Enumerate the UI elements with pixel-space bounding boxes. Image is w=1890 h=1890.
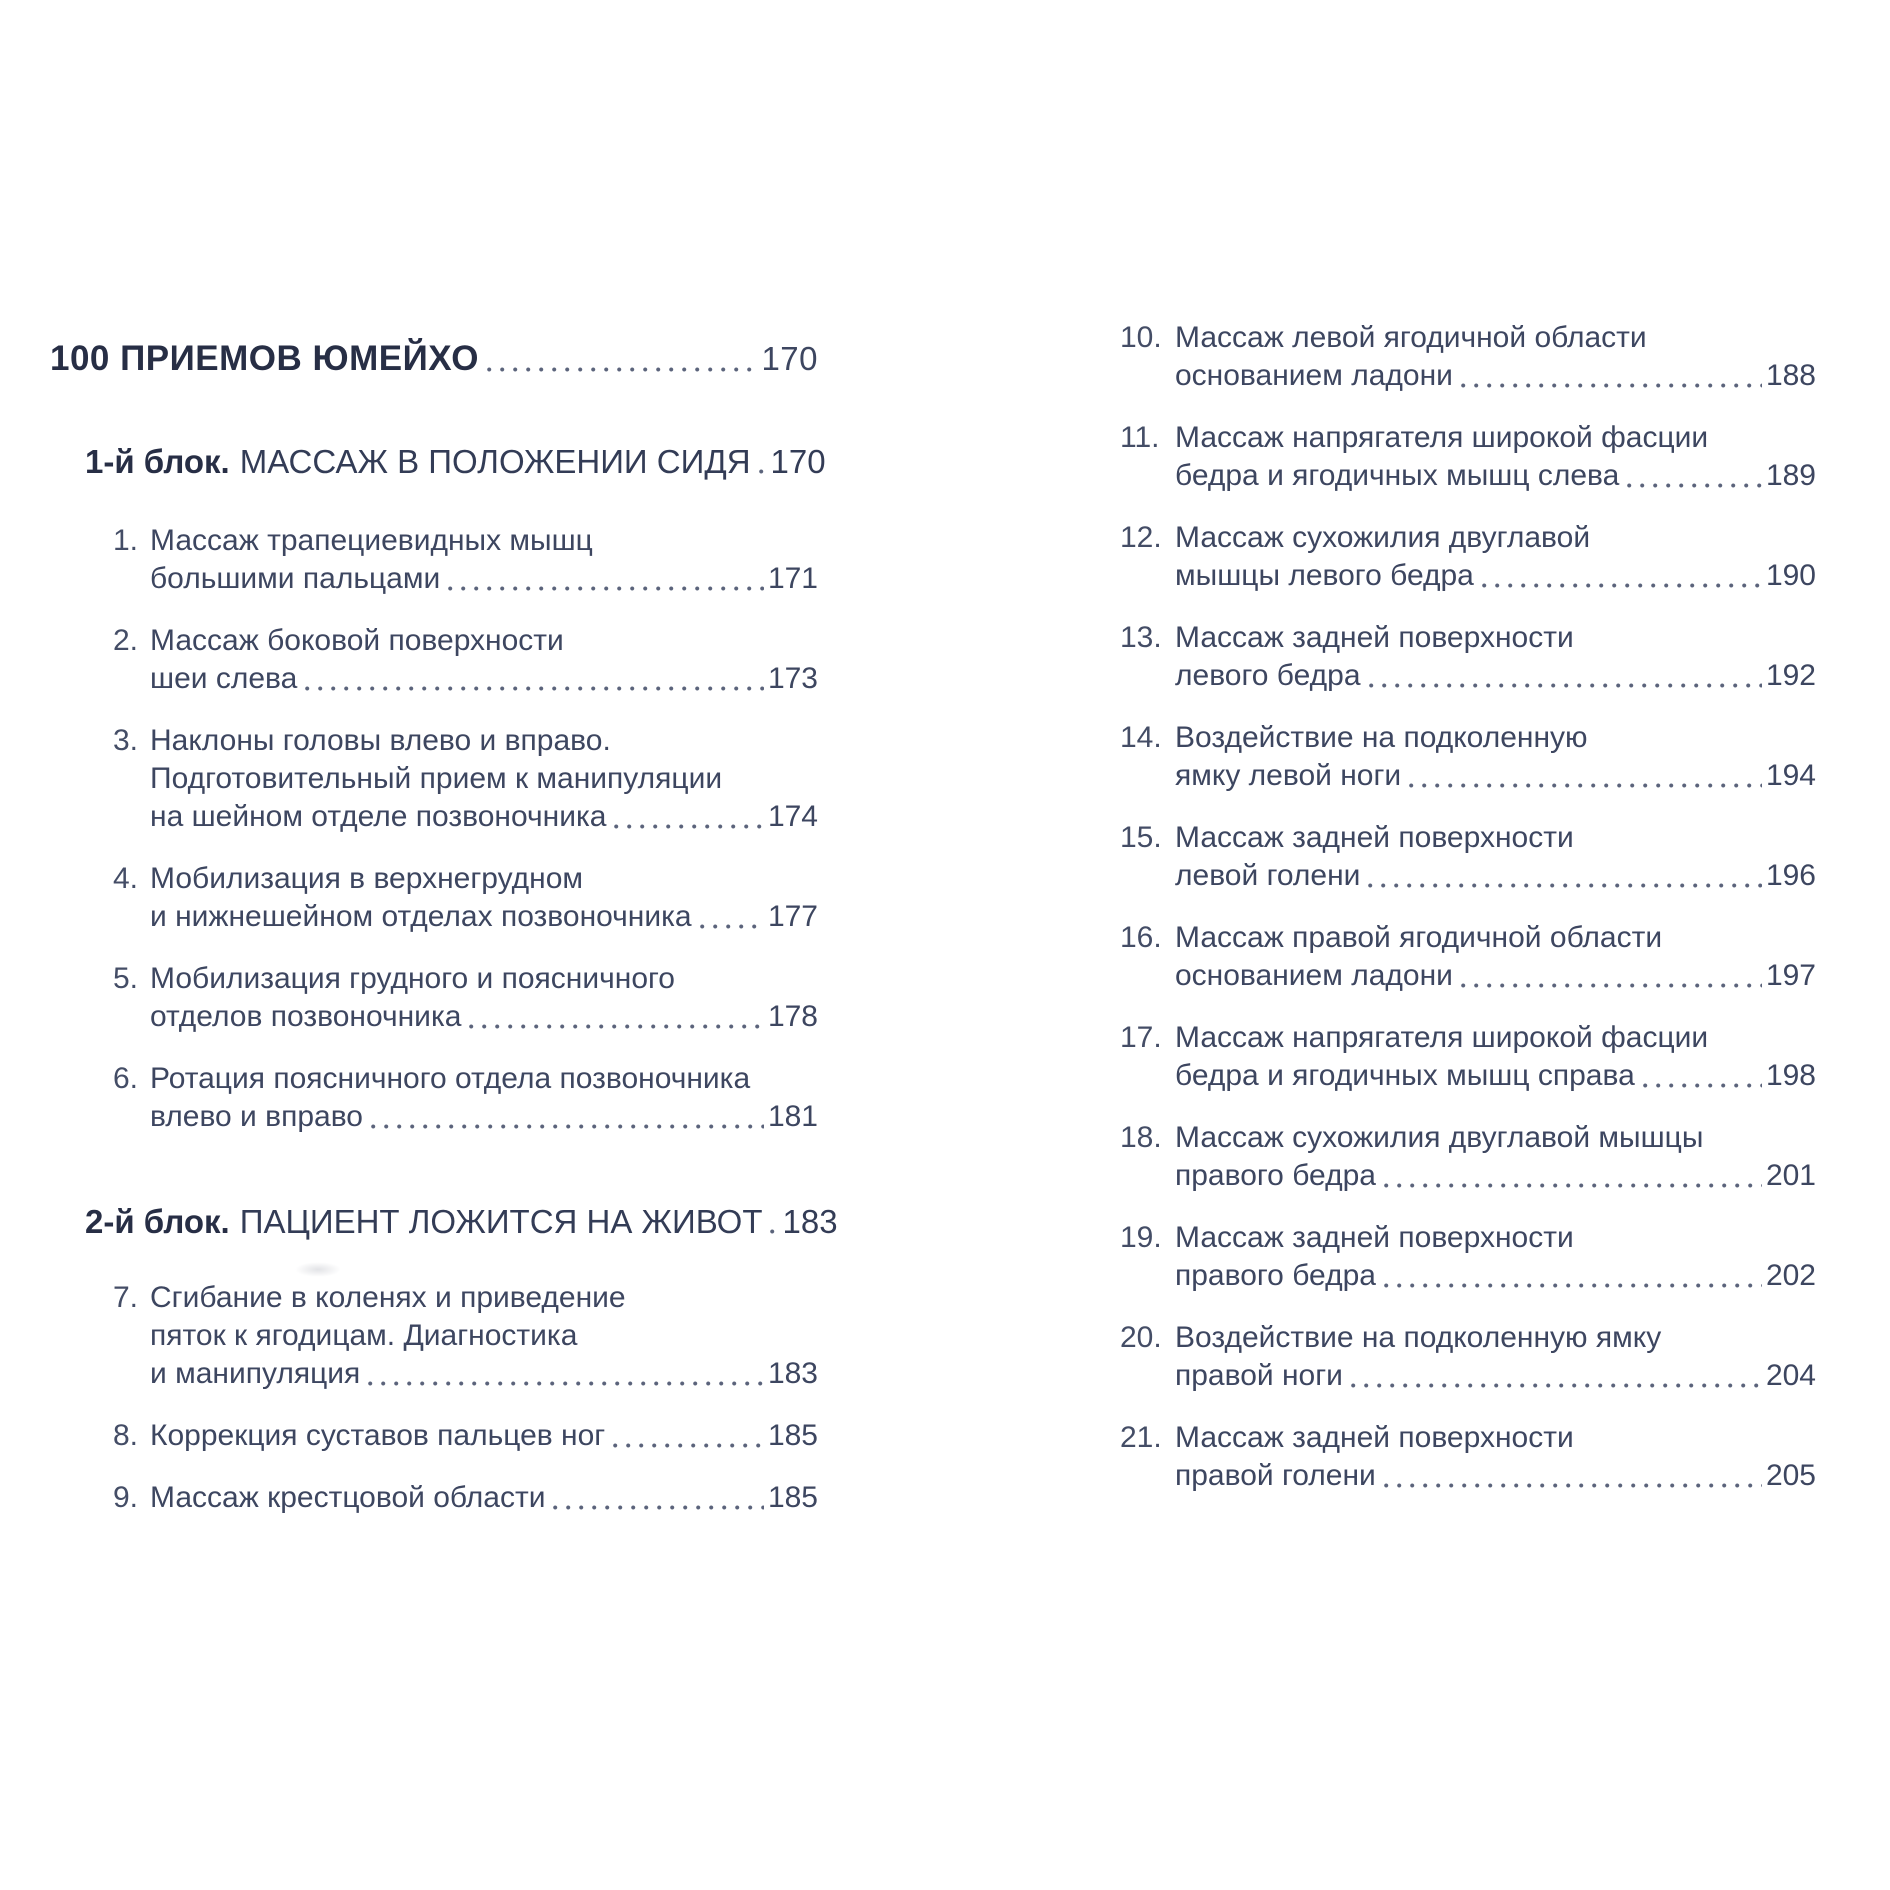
toc-entry-line: Наклоны головы влево и вправо.	[150, 724, 611, 757]
toc-entry	[1120, 1319, 1816, 1395]
toc-entry-last-line	[1175, 657, 1816, 695]
toc-entry-body	[1175, 819, 1816, 895]
toc-right-column	[1120, 319, 1816, 1495]
toc-entry-number: 15.	[1120, 821, 1162, 854]
toc-entry-title: большими пальцами	[150, 562, 441, 595]
toc-entry-number: 18.	[1120, 1121, 1162, 1154]
toc-entry-number: 21.	[1120, 1421, 1162, 1454]
toc-entry-body	[1175, 1119, 1816, 1195]
dot-leader	[1376, 1457, 1766, 1495]
toc-entry-number: 19.	[1120, 1221, 1162, 1254]
toc-entry-title: правого бедра	[1175, 1159, 1376, 1192]
toc-entry-page: 174	[767, 800, 818, 833]
toc-entry-last-line	[1175, 557, 1816, 595]
toc-entry-page: 171	[767, 562, 818, 595]
toc-entry-page: 202	[1765, 1259, 1816, 1292]
toc-entry-title: Массаж крестцовой области	[150, 1481, 546, 1514]
toc-entry-last-line	[1175, 1457, 1816, 1495]
toc-section-page: 170	[770, 443, 826, 480]
dot-leader	[1619, 457, 1766, 495]
toc-entry-last-line	[1175, 757, 1816, 795]
toc-entry-body	[1175, 319, 1816, 395]
toc-entry	[1120, 719, 1816, 795]
toc-section-prefix: 2-й блок.	[85, 1203, 230, 1240]
toc-entry-line: Ротация поясничного отдела позвоночника	[150, 1062, 751, 1095]
toc-entry-line: Массаж задней поверхности	[1175, 821, 1574, 854]
toc-entry-body	[150, 722, 818, 836]
toc-main-heading-page: 170	[761, 340, 818, 377]
dot-leader	[762, 1202, 782, 1242]
toc-entry-body	[1175, 1419, 1816, 1495]
dot-leader	[1453, 357, 1766, 395]
toc-entry-number: 2.	[113, 624, 139, 657]
toc-entry-title: влево и вправо	[150, 1100, 363, 1133]
toc-entry-body	[1175, 1219, 1816, 1295]
toc-entry-title: основанием ладони	[1175, 359, 1453, 392]
toc-entry-last-line	[1175, 857, 1816, 895]
toc-entry	[113, 1479, 818, 1517]
toc-entry-number: 17.	[1120, 1021, 1162, 1054]
toc-main-heading	[50, 337, 818, 381]
toc-entry-number: 5.	[113, 962, 139, 995]
toc-entry-line: Массаж сухожилия двуглавой мышцы	[1175, 1121, 1704, 1154]
toc-entry-body	[150, 860, 818, 936]
toc-entry-body	[1175, 719, 1816, 795]
toc-entry-last-line	[150, 1355, 818, 1393]
toc-entry-number: 13.	[1120, 621, 1162, 654]
toc-entry-number: 4.	[113, 862, 139, 895]
toc-entry-title: ямку левой ноги	[1175, 759, 1402, 792]
toc-entry	[1120, 619, 1816, 695]
toc-section-page: 183	[782, 1203, 838, 1240]
toc-left-column	[50, 337, 838, 1517]
toc-entry-last-line	[150, 898, 818, 936]
toc-entry-title: основанием ладони	[1175, 959, 1453, 992]
dot-leader	[692, 898, 768, 936]
toc-entry-line: Массаж правой ягодичной области	[1175, 921, 1663, 954]
toc-entry-title: мышцы левого бедра	[1175, 559, 1474, 592]
dot-leader	[1360, 857, 1766, 895]
toc-section-prefix: 1-й блок.	[85, 443, 230, 480]
toc-entry-page: 198	[1765, 1059, 1816, 1092]
dot-leader	[440, 560, 768, 598]
toc-entry-page: 205	[1765, 1459, 1816, 1492]
toc-entry	[1120, 1019, 1816, 1095]
dot-leader	[605, 1417, 768, 1455]
toc-entry	[1120, 319, 1816, 395]
toc-entry-body	[150, 960, 818, 1036]
dot-leader	[363, 1098, 768, 1136]
toc-entry-last-line	[150, 1098, 818, 1136]
toc-entry	[113, 860, 818, 936]
dot-leader	[1376, 1157, 1766, 1195]
toc-entry-title: бедра и ягодичных мышц слева	[1175, 459, 1620, 492]
toc-entry-number: 1.	[113, 524, 139, 557]
toc-entry-line: Массаж напрягателя широкой фасции	[1175, 1021, 1709, 1054]
toc-entry	[113, 1417, 818, 1455]
dot-leader	[1401, 757, 1766, 795]
toc-entry	[1120, 1119, 1816, 1195]
toc-entry-page: 177	[767, 900, 818, 933]
toc-entry-number: 6.	[113, 1062, 139, 1095]
toc-entry-last-line	[150, 560, 818, 598]
toc-entry-number: 11.	[1120, 421, 1160, 454]
toc-entry-line: Массаж боковой поверхности	[150, 624, 564, 657]
toc-section-label: ПАЦИЕНТ ЛОЖИТСЯ НА ЖИВОТ	[239, 1203, 763, 1240]
toc-entry-body	[150, 1479, 818, 1517]
toc-entry-last-line	[150, 798, 818, 836]
toc-entry-page: 185	[767, 1419, 818, 1452]
toc-entry-body	[150, 1417, 818, 1455]
toc-section-block-1	[85, 442, 826, 482]
toc-entry	[1120, 519, 1816, 595]
toc-entry-line: Массаж трапециевидных мышц	[150, 524, 593, 557]
toc-entry-page: 192	[1765, 659, 1816, 692]
toc-entry-last-line	[1175, 457, 1816, 495]
toc-entry-last-line	[1175, 357, 1816, 395]
toc-entry-page: 204	[1765, 1359, 1816, 1392]
toc-entry-number: 3.	[113, 724, 139, 757]
toc-entry-line: пяток к ягодицам. Диагностика	[150, 1319, 578, 1352]
toc-entry-page: 183	[767, 1357, 818, 1390]
toc-entry-line: Массаж левой ягодичной области	[1175, 321, 1647, 354]
toc-entry-number: 12.	[1120, 521, 1162, 554]
toc-entry	[1120, 819, 1816, 895]
scan-artifact	[295, 1262, 341, 1277]
toc-entry	[1120, 1419, 1816, 1495]
dot-leader	[751, 442, 771, 482]
toc-entry-title: правой ноги	[1175, 1359, 1343, 1392]
toc-entry-page: 194	[1765, 759, 1816, 792]
toc-entry-page: 185	[767, 1481, 818, 1514]
toc-items-group-2	[50, 1279, 818, 1517]
dot-leader	[1474, 557, 1766, 595]
dot-leader	[297, 660, 768, 698]
toc-entry-title: и нижнешейном отделах позвоночника	[150, 900, 692, 933]
toc-entry-page: 181	[767, 1100, 818, 1133]
toc-entry-line: Мобилизация грудного и поясничного	[150, 962, 675, 995]
toc-entry-title: отделов позвоночника	[150, 1000, 462, 1033]
toc-entry	[113, 522, 818, 598]
toc-entry-body	[150, 1279, 818, 1393]
toc-entry-number: 7.	[113, 1281, 139, 1314]
toc-entry-page: 201	[1765, 1159, 1816, 1192]
toc-section-label: МАССАЖ В ПОЛОЖЕНИИ СИДЯ	[239, 443, 751, 480]
toc-entry-last-line	[1175, 1257, 1816, 1295]
toc-entry-body	[1175, 1019, 1816, 1095]
toc-entry-line: Воздействие на подколенную	[1175, 721, 1588, 754]
toc-entry-number: 14.	[1120, 721, 1162, 754]
toc-entry-number: 8.	[113, 1419, 139, 1452]
toc-entry-page: 196	[1765, 859, 1816, 892]
toc-entry-last-line	[150, 1479, 818, 1517]
dot-leader	[606, 798, 767, 836]
toc-main-heading-label: 100 ПРИЕМОВ ЮМЕЙХО	[50, 339, 479, 378]
toc-entry	[113, 622, 818, 698]
toc-entry-title: бедра и ягодичных мышц справа	[1175, 1059, 1635, 1092]
toc-entry-last-line	[1175, 1157, 1816, 1195]
toc-entry-page: 178	[767, 1000, 818, 1033]
toc-entry	[113, 1060, 818, 1136]
toc-entry-line: Массаж задней поверхности	[1175, 621, 1574, 654]
toc-entry-last-line	[150, 1417, 818, 1455]
toc-entry-line: Массаж напрягателя широкой фасции	[1175, 421, 1709, 454]
toc-entry-page: 190	[1765, 559, 1816, 592]
toc-entry-body	[1175, 519, 1816, 595]
toc-entry-title: правой голени	[1175, 1459, 1376, 1492]
toc-entry	[113, 960, 818, 1036]
toc-entry-last-line	[1175, 1057, 1816, 1095]
toc-entry-body	[150, 522, 818, 598]
toc-entry-page: 197	[1765, 959, 1816, 992]
toc-entry-title: левой голени	[1175, 859, 1361, 892]
dot-leader	[461, 998, 768, 1036]
toc-entry-page: 173	[767, 662, 818, 695]
toc-entry-body	[1175, 419, 1816, 495]
toc-entry-title: левого бедра	[1175, 659, 1361, 692]
dot-leader	[1343, 1357, 1766, 1395]
toc-entry-last-line	[150, 998, 818, 1036]
toc-entry	[1120, 919, 1816, 995]
toc-entry	[113, 722, 818, 836]
toc-entry-last-line	[150, 660, 818, 698]
toc-entry-body	[1175, 919, 1816, 995]
toc-entry-page: 189	[1765, 459, 1816, 492]
toc-section-block-2	[85, 1202, 838, 1242]
toc-entry-line: Массаж задней поверхности	[1175, 1221, 1574, 1254]
toc-entry	[1120, 1219, 1816, 1295]
toc-items-group-3	[1120, 319, 1816, 1495]
toc-entry-body	[1175, 619, 1816, 695]
toc-entry-body	[1175, 1319, 1816, 1395]
toc-entry-title: шеи слева	[150, 662, 298, 695]
toc-entry-line: Воздействие на подколенную ямку	[1175, 1321, 1662, 1354]
toc-entry-page: 188	[1765, 359, 1816, 392]
dot-leader	[1635, 1057, 1766, 1095]
dot-leader	[479, 337, 762, 381]
toc-entry	[1120, 419, 1816, 495]
toc-entry-last-line	[1175, 957, 1816, 995]
toc-entry-number: 10.	[1120, 321, 1162, 354]
dot-leader	[1361, 657, 1766, 695]
dot-leader	[545, 1479, 767, 1517]
toc-entry-line: Массаж сухожилия двуглавой	[1175, 521, 1591, 554]
toc-entry-number: 16.	[1120, 921, 1162, 954]
toc-entry-body	[150, 1060, 818, 1136]
toc-entry-line: Мобилизация в верхнегрудном	[150, 862, 584, 895]
toc-entry-line: Массаж задней поверхности	[1175, 1421, 1574, 1454]
toc-entry-last-line	[1175, 1357, 1816, 1395]
toc-entry-title: и манипуляция	[150, 1357, 361, 1390]
toc-entry	[113, 1279, 818, 1393]
toc-entry-title: правого бедра	[1175, 1259, 1376, 1292]
dot-leader	[1453, 957, 1766, 995]
toc-entry-number: 20.	[1120, 1321, 1162, 1354]
dot-leader	[1376, 1257, 1766, 1295]
toc-entry-body	[150, 622, 818, 698]
toc-entry-title: на шейном отделе позвоночника	[150, 800, 607, 833]
toc-entry-number: 9.	[113, 1481, 139, 1514]
toc-entry-line: Сгибание в коленях и приведение	[150, 1281, 626, 1314]
toc-entry-line: Подготовительный прием к манипуляции	[150, 762, 723, 795]
toc-items-group-1	[50, 522, 818, 1136]
dot-leader	[360, 1355, 768, 1393]
toc-entry-title: Коррекция суставов пальцев ног	[150, 1419, 606, 1452]
